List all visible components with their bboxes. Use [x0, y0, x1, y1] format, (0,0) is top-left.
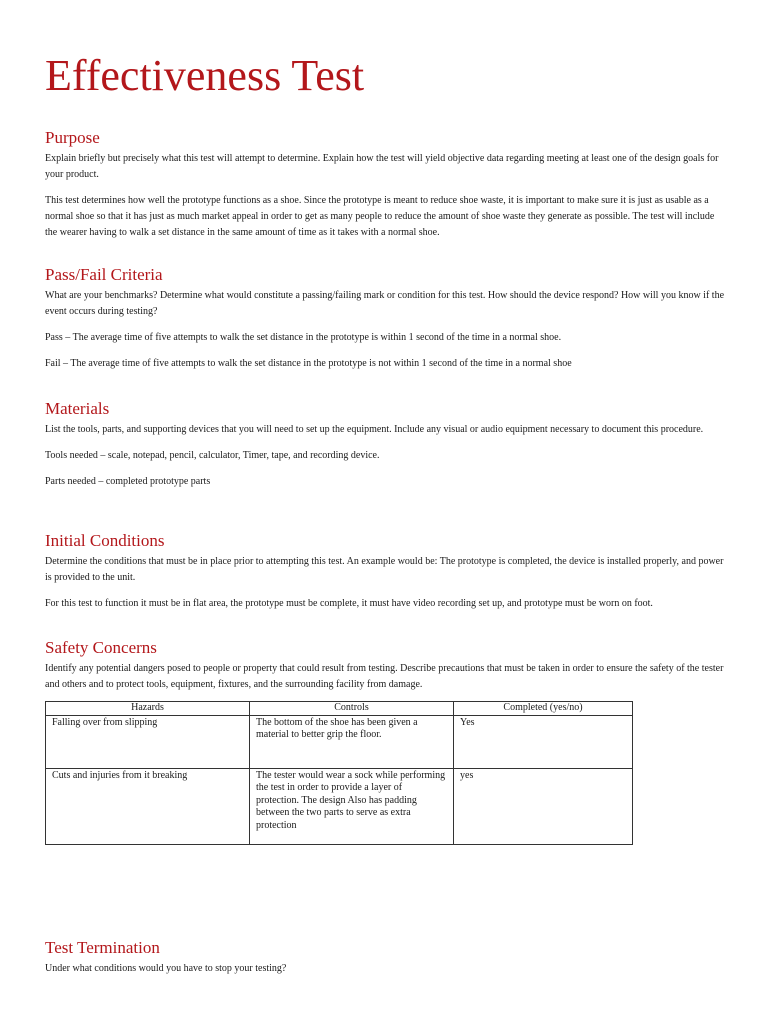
pass-criterion: Pass – The average time of five attempts to walk the set distance in the prototype is within 1 second of the time in a normal shoe. [45, 332, 562, 343]
section-heading: Initial Conditions [45, 531, 165, 550]
section-heading: Materials [45, 399, 110, 418]
purpose-answer: This test determines how well the prototype functions as a shoe. Since the prototype is meant to reduce shoe waste, it is important to make sure it is just as usable as a normal shoe so that it has just as much market appeal in order to get as many people to reduce the amount of shoe waste they generate as possible. The test will include the wearer having to walk a set distance in the same amount of time as it takes with a normal shoe. [45, 195, 715, 238]
safety-table [45, 701, 633, 845]
completed-cell: Yes [454, 715, 633, 768]
purpose-instructions: Explain briefly but precisely what this test will attempt to determine. Explain how the test will yield objective data regarding meeting at least one of the design goals for your product. [45, 153, 719, 180]
hazard-cell: Cuts and injuries from it breaking [46, 768, 250, 844]
section-pass-fail [45, 264, 725, 382]
safety-instructions: Identify any potential dangers posed to people or property that could result from testing. Describe precautions that must be taken in order to ensure the safety of the tester and others and to protect tools, equipment, fixtures, and the surrounding facility from damage. [45, 663, 724, 690]
completed-cell: yes [454, 768, 633, 844]
termination-instructions: Under what conditions would you have to stop your testing? [45, 963, 287, 974]
initial-conditions-answer: For this test to function it must be in flat area, the prototype must be complete, it must have video recording set up, and prototype must be worn on foot. [45, 598, 653, 609]
pass-fail-instructions: What are your benchmarks? Determine what would constitute a passing/failing mark or condition for this test. How should the device respond? How will you know if the event occurs during testing? [45, 290, 725, 317]
fail-criterion: Fail – The average time of five attempts to walk the set distance in the prototype is not within 1 second of the time in a normal shoe [45, 358, 572, 369]
table-row [46, 715, 633, 768]
section-heading: Safety Concerns [45, 638, 157, 657]
tools-needed: Tools needed – scale, notepad, pencil, calculator, Timer, tape, and recording device. [45, 450, 380, 461]
section-heading: Test Termination [45, 938, 160, 957]
table-header-row [46, 702, 633, 716]
section-safety [45, 637, 725, 703]
section-initial-conditions [45, 530, 725, 622]
page-title: Effectiveness Test [45, 51, 365, 100]
parts-needed: Parts needed – completed prototype parts [45, 476, 211, 487]
hazard-cell: Falling over from slipping [46, 715, 250, 768]
table-row [46, 768, 633, 844]
section-test-termination [45, 937, 725, 987]
column-header-completed: Completed (yes/no) [454, 702, 633, 716]
column-header-hazards: Hazards [46, 702, 250, 716]
control-cell: The bottom of the shoe has been given a material to better grip the floor. [250, 715, 454, 768]
section-heading: Pass/Fail Criteria [45, 265, 163, 284]
section-materials [45, 398, 725, 500]
section-purpose [45, 127, 725, 251]
section-heading: Purpose [45, 128, 100, 147]
initial-conditions-instructions: Determine the conditions that must be in place prior to attempting this test. An example would be: The prototype is completed, the device is installed properly, and power is provided to the unit. [45, 556, 724, 583]
column-header-controls: Controls [250, 702, 454, 716]
materials-instructions: List the tools, parts, and supporting devices that you will need to set up the equipment. Include any visual or audio equipment necessary to document this procedure. [45, 424, 704, 435]
control-cell: The tester would wear a sock while performing the test in order to provide a layer of protection. The design Also has padding between the two parts to serve as extra protection [250, 768, 454, 844]
